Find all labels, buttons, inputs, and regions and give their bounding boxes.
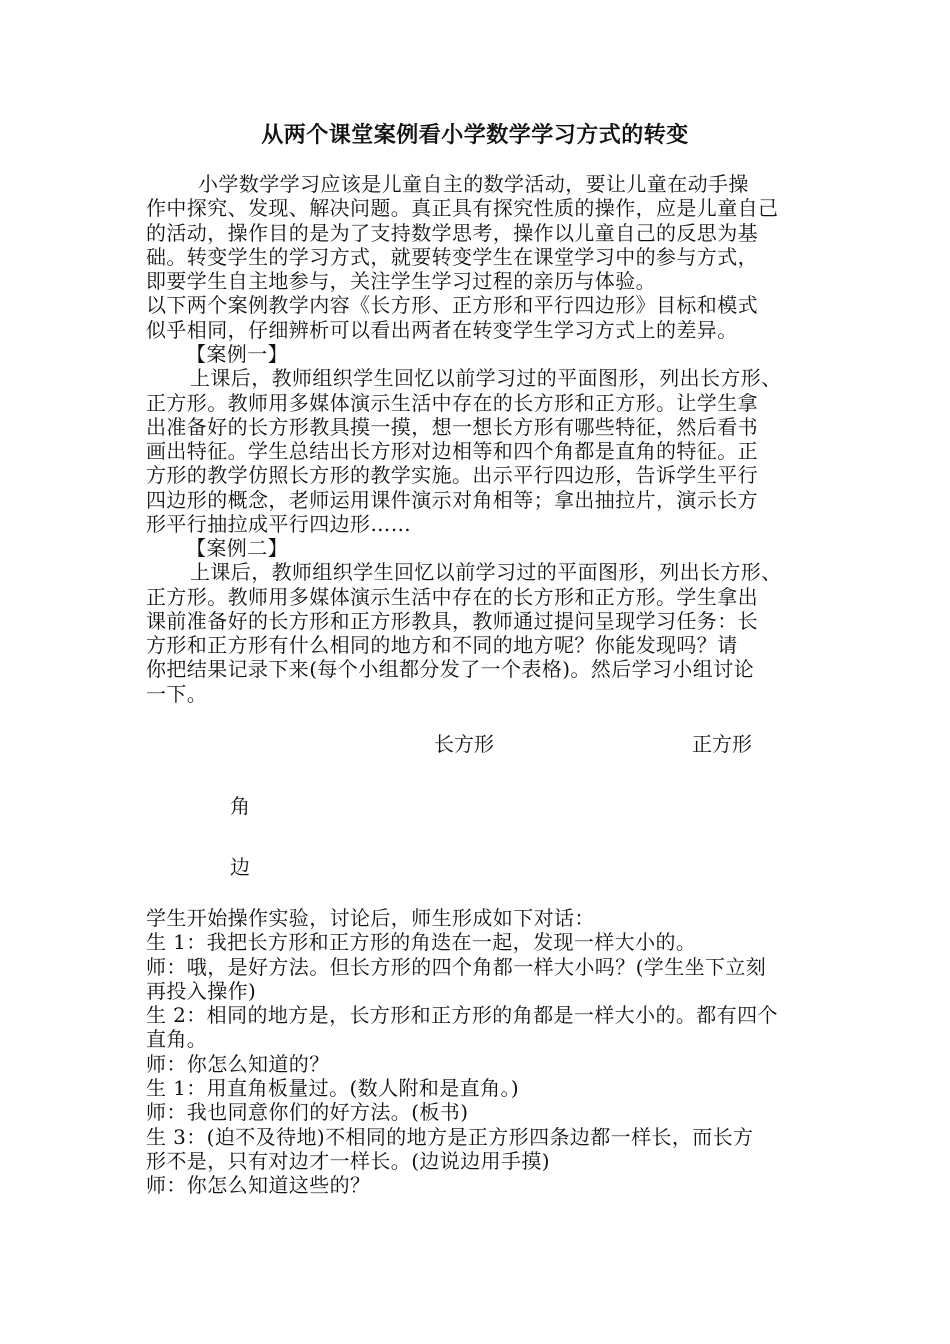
document-title: 从两个课堂案例看小学数学学习方式的转变 — [261, 122, 689, 148]
dialogue-section — [146, 906, 822, 1198]
dialogue-line: 师：你怎么知道的？ — [146, 1051, 330, 1076]
intro-line: 的活动，操作目的是为了支持数学思考，操作以儿童自己的反思为基 — [146, 220, 758, 245]
table-row-angle: 角 — [230, 794, 250, 818]
table-col-square: 正方形 — [692, 732, 752, 756]
intro-line: 似乎相同，仔细辨析可以看出两者在转变学生学习方式上的差异。 — [146, 317, 738, 342]
case2-line: 方形和正方形有什么相同的地方和不同的地方呢？你能发现吗？请 — [146, 633, 738, 658]
case2-line: 正方形。教师用多媒体演示生活中存在的长方形和正方形。学生拿出 — [146, 584, 758, 609]
dialogue-line: 直角。 — [146, 1027, 208, 1052]
intro-line: 即要学生自主地参与，关注学生学习过程的亲历与体验。 — [146, 269, 656, 294]
table-col-rectangle: 长方形 — [434, 732, 494, 756]
case2-heading: 【案例二】 — [186, 536, 288, 560]
case2-line: 上课后，教师组织学生回忆以前学习过的平面图形，列出长方形、 — [190, 560, 782, 585]
case1-line: 形平行抽拉成平行四边形…… — [146, 512, 412, 537]
intro-line: 以下两个案例教学内容《长方形、正方形和平行四边形》目标和模式 — [146, 293, 758, 318]
dialogue-line: 生 2：相同的地方是，长方形和正方形的角都是一样大小的。都有四个 — [146, 1003, 778, 1028]
intro-line: 小学数学学习应该是儿童自主的数学活动，要让儿童在动手操 — [198, 172, 749, 196]
intro-line: 础。转变学生的学习方式，就要转变学生在课堂学习中的参与方式， — [146, 244, 758, 269]
dialogue-line: 师：你怎么知道这些的？ — [146, 1173, 371, 1198]
intro-paragraph — [146, 172, 822, 342]
case1-heading: 【案例一】 — [186, 342, 288, 366]
case1-line: 正方形。教师用多媒体演示生活中存在的长方形和正方形。让学生拿 — [146, 390, 758, 415]
case2-line: 你把结果记录下来(每个小组都分发了一个表格)。然后学习小组讨论 — [146, 657, 755, 682]
case1-line: 画出特征。学生总结出长方形对边相等和四个角都是直角的特征。正 — [146, 439, 758, 464]
case1-line: 方形的教学仿照长方形的教学实施。出示平行四边形，告诉学生平行 — [146, 463, 758, 488]
case1-line: 出准备好的长方形教具摸一摸，想一想长方形有哪些特征，然后看书 — [146, 414, 758, 439]
table-row-side: 边 — [230, 855, 250, 879]
case1-line: 四边形的概念，老师运用课件演示对角相等；拿出抽拉片，演示长方 — [146, 487, 758, 512]
dialogue-line: 再投入操作) — [146, 978, 257, 1003]
case1-section — [146, 342, 822, 536]
dialogue-line: 生 1：用直角板量过。(数人附和是直角。) — [146, 1076, 520, 1101]
dialogue-line: 师：哦，是好方法。但长方形的四个角都一样大小吗？(学生坐下立刻 — [146, 954, 767, 979]
case1-line: 上课后，教师组织学生回忆以前学习过的平面图形，列出长方形、 — [190, 366, 782, 391]
case2-section — [146, 536, 822, 706]
case2-line: 一下。 — [146, 681, 208, 706]
case2-line: 课前准备好的长方形和正方形教具，教师通过提问呈现学习任务：长 — [146, 608, 758, 633]
dialogue-line: 师：我也同意你们的好方法。(板书) — [146, 1100, 469, 1125]
dialogue-line: 学生开始操作实验，讨论后，师生形成如下对话： — [146, 906, 595, 930]
dialogue-line: 形不是，只有对边才一样长。(边说边用手摸) — [146, 1148, 551, 1173]
dialogue-line: 生 3：(迫不及待地)不相同的地方是正方形四条边都一样长，而长方 — [146, 1124, 754, 1149]
intro-line: 作中探究、发现、解决问题。真正具有探究性质的操作，应是儿童自己 — [146, 196, 779, 221]
dialogue-line: 生 1：我把长方形和正方形的角迭在一起，发现一样大小的。 — [146, 930, 697, 955]
